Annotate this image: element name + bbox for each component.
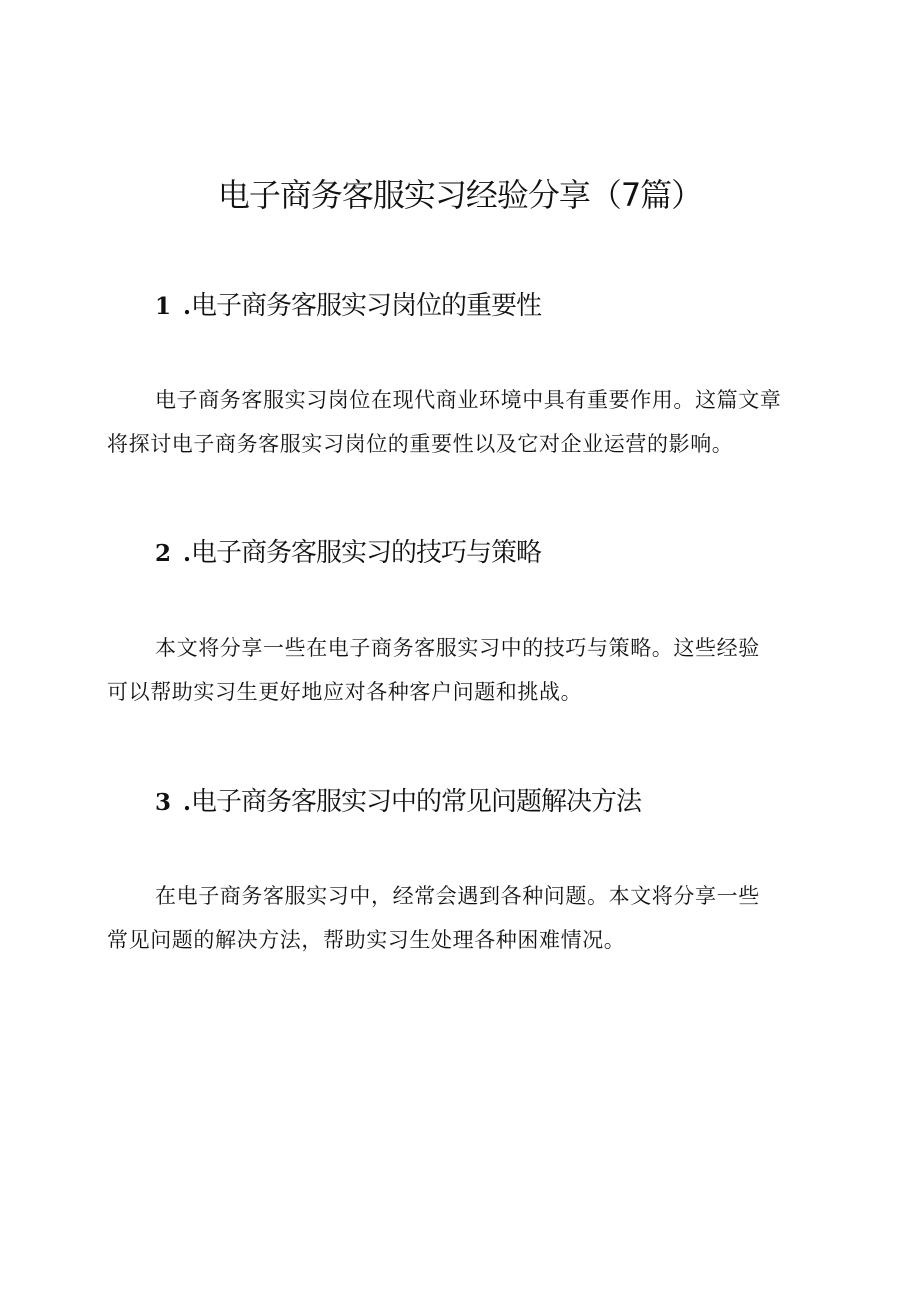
- section-3-line-1: 在电子商务客服实习中，经常会遇到各种问题。本文将分享一些: [155, 884, 760, 908]
- section-2-line-2: 可以帮助实习生更好地应对各种客户问题和挑战。: [107, 680, 583, 704]
- section-2-paragraph: [107, 626, 760, 714]
- section-2-number: 2: [155, 540, 172, 567]
- section-1-heading: [155, 288, 541, 325]
- section-1-title: 电子商务客服实习岗位的重要性: [191, 291, 542, 321]
- section-2-line-1: 本文将分享一些在电子商务客服实习中的技巧与策略。这些经验: [155, 636, 760, 660]
- section-2-title: 电子商务客服实习的技巧与策略: [191, 538, 542, 568]
- section-2-dot: .: [183, 540, 192, 567]
- section-3-line-2: 常见问题的解决方法，帮助实习生处理各种困难情况。: [107, 928, 626, 952]
- section-1-line-2: 将探讨电子商务客服实习岗位的重要性以及它对企业运营的影响。: [107, 432, 734, 456]
- section-3-title: 电子商务客服实习中的常见问题解决方法: [191, 787, 642, 817]
- section-3-number: 3: [155, 789, 172, 816]
- section-1-number: 1: [155, 293, 172, 320]
- section-1-line-1: 电子商务客服实习岗位在现代商业环境中具有重要作用。这篇文章: [155, 388, 782, 412]
- section-2-heading: [155, 535, 541, 572]
- section-3-heading: [155, 784, 641, 821]
- section-3-dot: .: [183, 789, 192, 816]
- section-1-paragraph: [107, 378, 781, 466]
- document-title: 电子商务客服实习经验分享（7篇）: [217, 176, 703, 214]
- section-1-dot: .: [183, 293, 192, 320]
- section-3-paragraph: [107, 874, 760, 962]
